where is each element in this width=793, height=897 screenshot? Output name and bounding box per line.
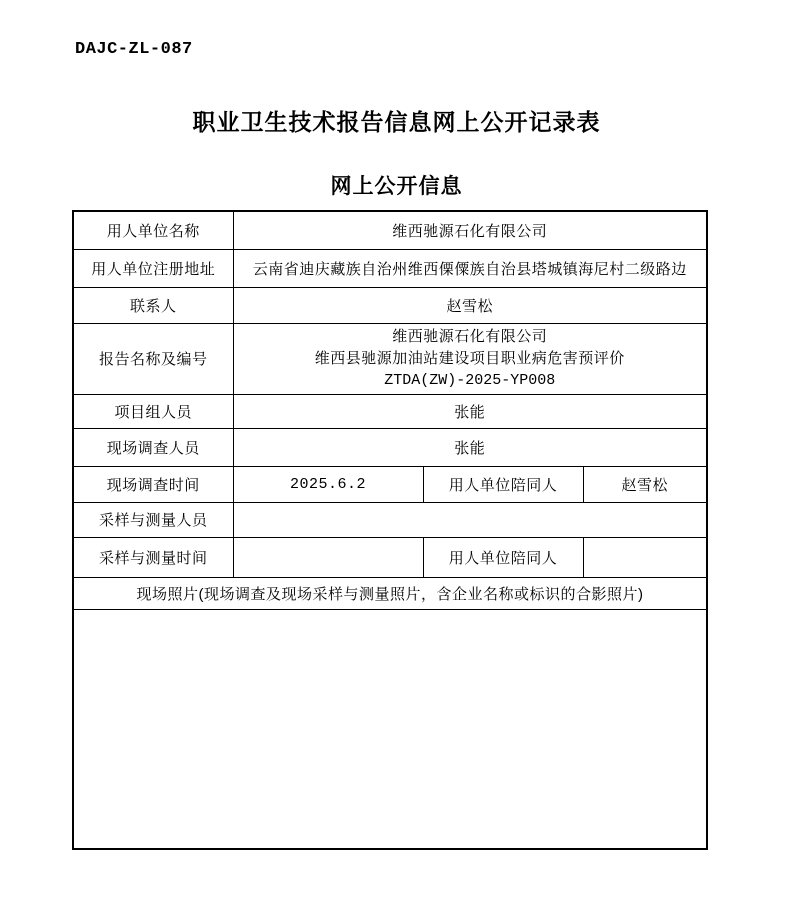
site-companion-value: 赵雪松 (583, 466, 707, 502)
table-row-sampling-time (73, 537, 707, 577)
table-row-sampling-personnel (73, 502, 707, 537)
table-row-site-investigators (73, 428, 707, 466)
sampling-time-label: 采样与测量时间 (73, 537, 233, 577)
site-investigation-time-label: 现场调查时间 (73, 466, 233, 502)
page-title: 职业卫生技术报告信息网上公开记录表 (192, 109, 601, 135)
sampling-personnel-value (233, 502, 707, 537)
report-value (233, 323, 707, 394)
employer-address-label: 用人单位注册地址 (73, 249, 233, 287)
contact-label: 联系人 (73, 287, 233, 323)
sampling-companion-label: 用人单位陪同人 (423, 537, 583, 577)
contact-value: 赵雪松 (233, 287, 707, 323)
site-investigation-time-value: 2025.6.2 (233, 466, 423, 502)
site-investigators-value: 张能 (233, 428, 707, 466)
page-subtitle: 网上公开信息 (330, 175, 463, 198)
table-row-photos-note (73, 577, 707, 609)
project-team-value: 张能 (233, 394, 707, 428)
table-row-employer-name (73, 211, 707, 249)
report-line-project: 维西县驰源加油站建设项目职业病危害预评价 (314, 349, 625, 367)
sampling-time-value (233, 537, 423, 577)
project-team-label: 项目组人员 (73, 394, 233, 428)
doc-code: DAJC-ZL-087 (75, 40, 193, 59)
disclosure-form-table (72, 210, 708, 850)
photos-empty-area (73, 609, 707, 849)
employer-address-value: 云南省迪庆藏族自治州维西傈僳族自治县塔城镇海尼村二级路边 (233, 249, 707, 287)
site-investigators-label: 现场调查人员 (73, 428, 233, 466)
table-row-contact (73, 287, 707, 323)
report-line-company: 维西驰源石化有限公司 (392, 327, 548, 345)
report-label: 报告名称及编号 (73, 323, 233, 394)
employer-name-label: 用人单位名称 (73, 211, 233, 249)
table-row-report (73, 323, 707, 394)
photos-note: 现场照片(现场调查及现场采样与测量照片，含企业名称或标识的合影照片) (73, 577, 707, 609)
report-line-number: ZTDA(ZW)-2025-YP008 (384, 371, 556, 389)
table-row-employer-address (73, 249, 707, 287)
sampling-companion-value (583, 537, 707, 577)
table-row-photos-area (73, 609, 707, 849)
site-companion-label: 用人单位陪同人 (423, 466, 583, 502)
table-row-site-investigation-time (73, 466, 707, 502)
employer-name-value: 维西驰源石化有限公司 (233, 211, 707, 249)
sampling-personnel-label: 采样与测量人员 (73, 502, 233, 537)
table-row-project-team (73, 394, 707, 428)
